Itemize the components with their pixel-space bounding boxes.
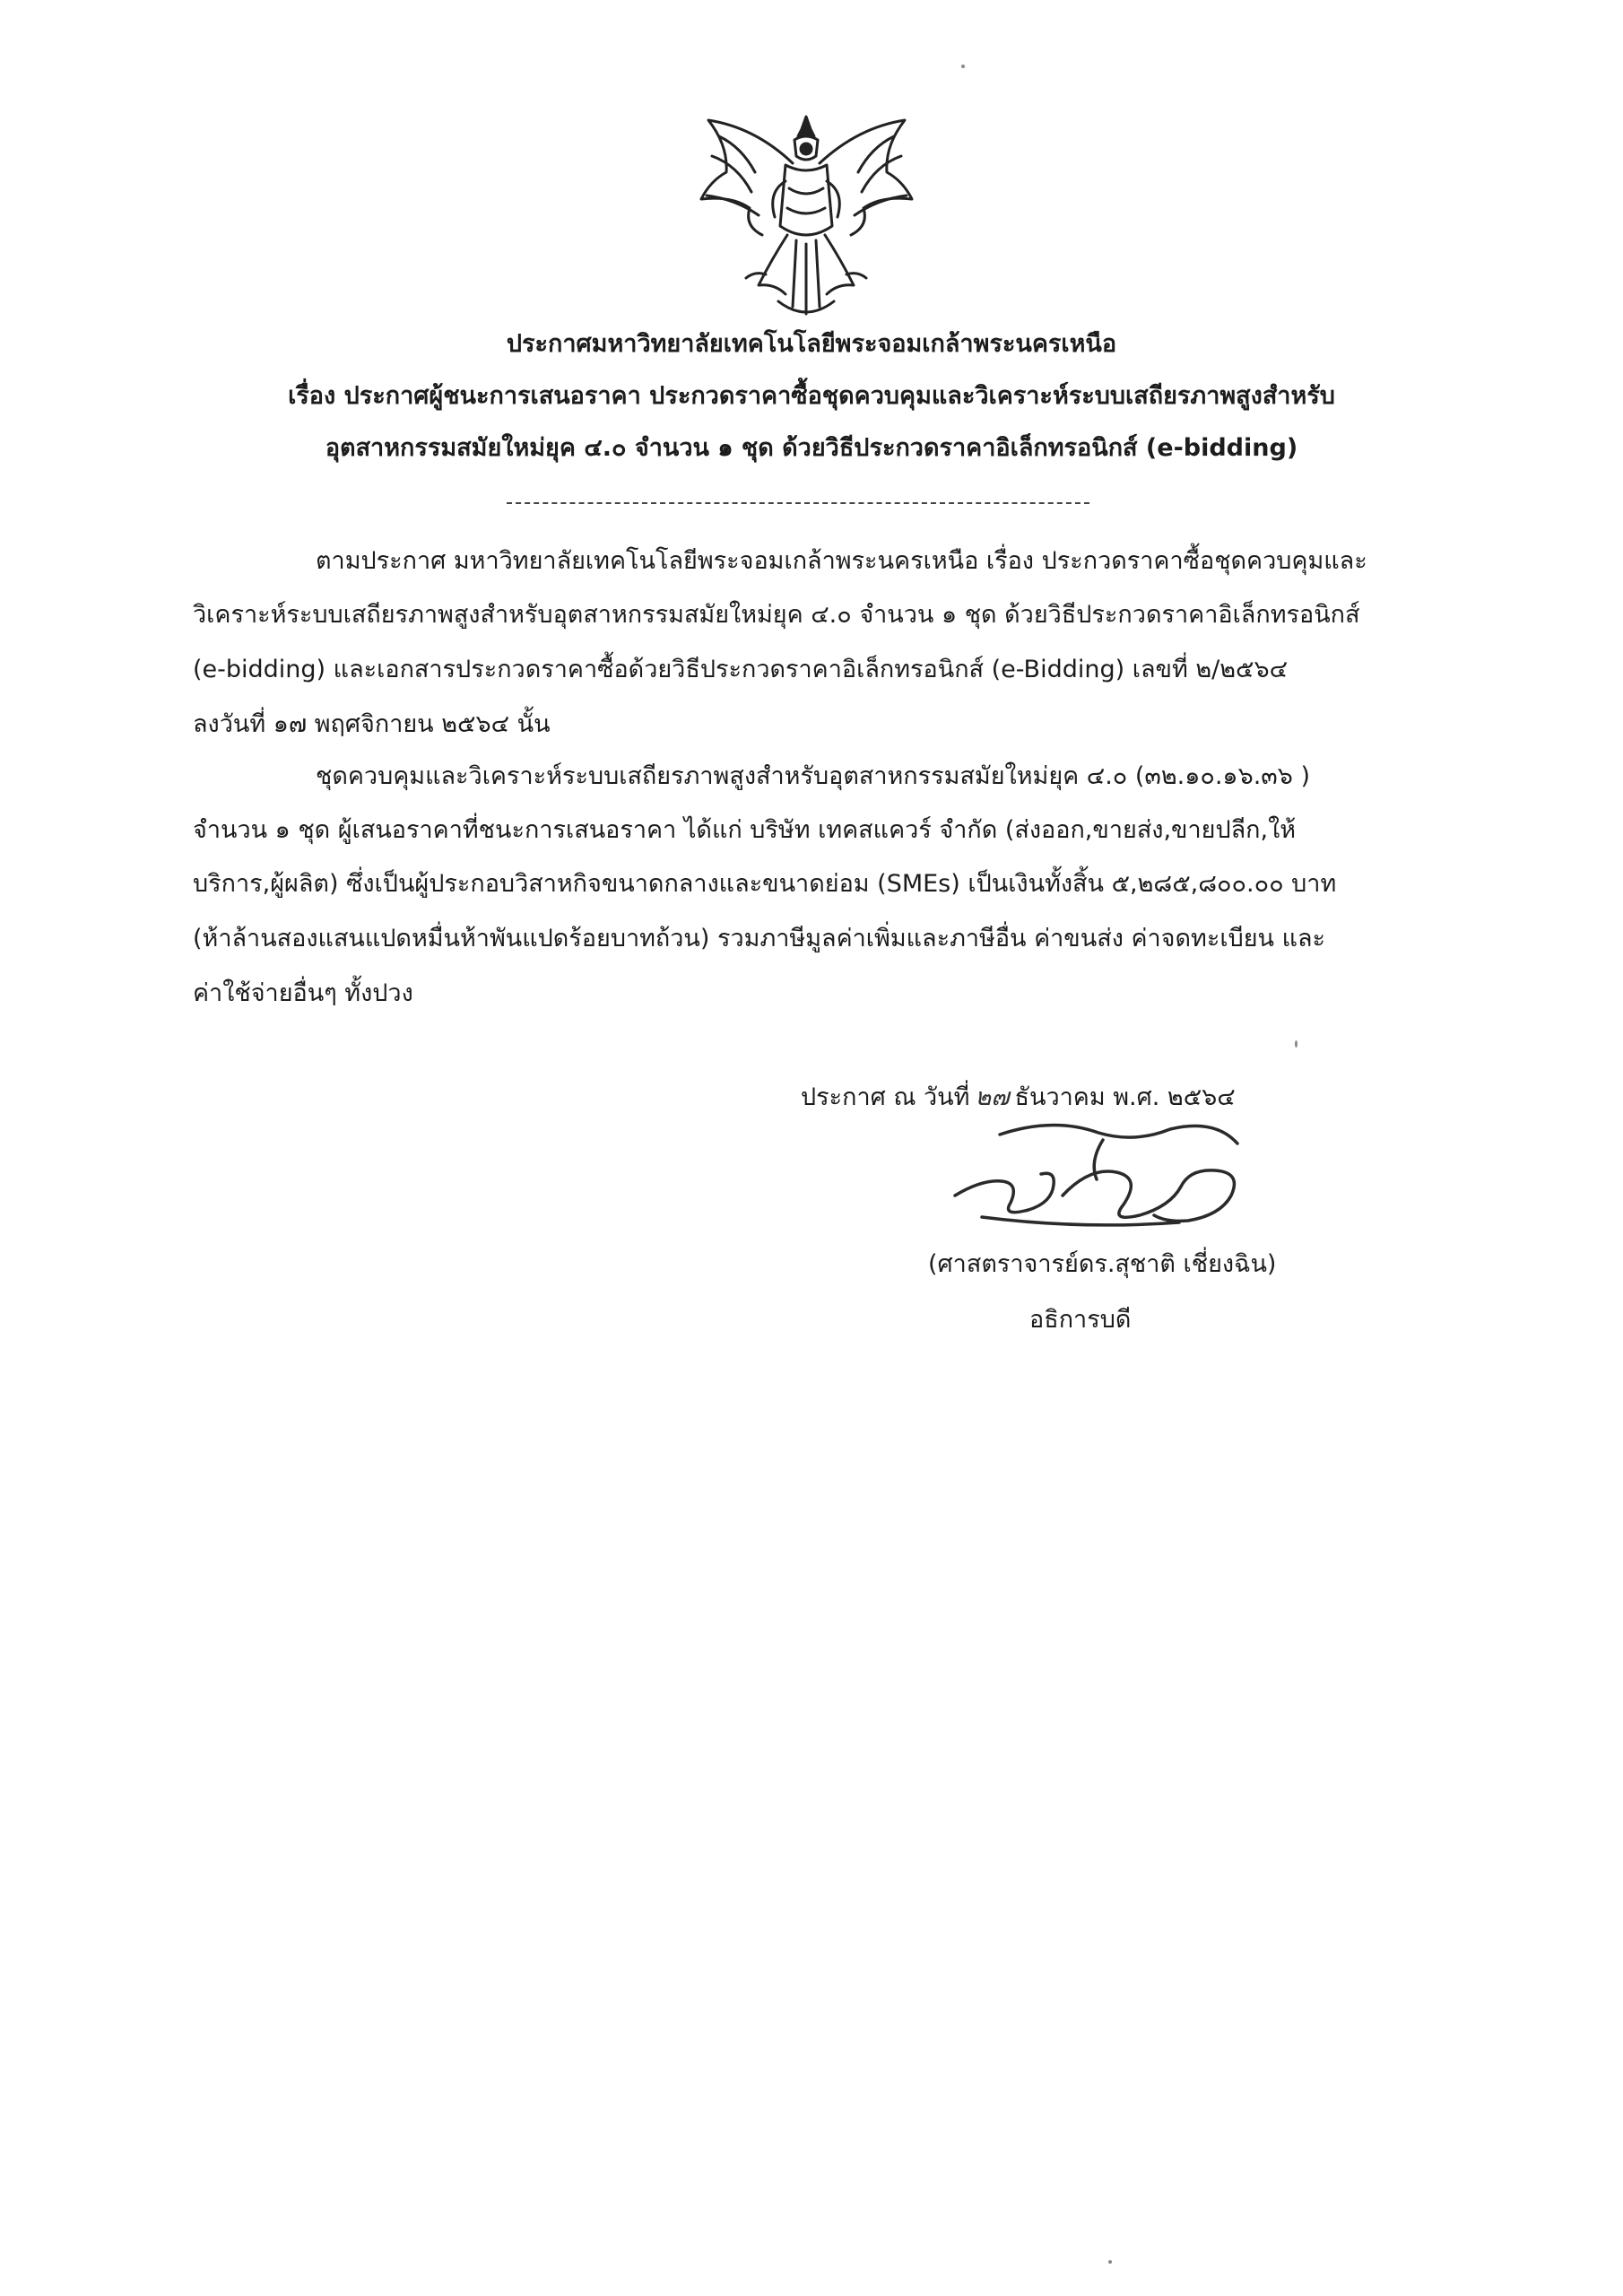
body-paragraph-1-line-2: วิเคราะห์ระบบเสถียรภาพสูงสำหรับอุตสาหกรรมสมัยใหม่ยุค ๔.๐ จำนวน ๑ ชุด ด้วยวิธีประกวดราคาอิเล็กทรอนิกส์ (193, 601, 1360, 629)
garuda-emblem-icon (692, 109, 921, 325)
scan-speck (1295, 1040, 1298, 1048)
body-paragraph-2-line-4: (ห้าล้านสองแสนแปดหมื่นห้าพันแปดร้อยบาทถ้วน) รวมภาษีมูลค่าเพิ่มและภาษีอื่น ค่าขนส่ง ค่าจดทะเบียน และ (193, 925, 1326, 952)
handwritten-signature-icon (946, 1117, 1269, 1233)
body-paragraph-2-line-3: บริการ,ผู้ผลิต) ซึ่งเป็นผู้ประกอบวิสาหกิจขนาดกลางและขนาดย่อม (SMEs) เป็นเงินทั้งสิ้น ๕,๒๘๕,๘๐๐.๐๐ บาท (193, 870, 1337, 898)
body-paragraph-2-line-1: ชุดควบคุมและวิเคราะห์ระบบเสถียรภาพสูงสำหรับอุตสาหกรรมสมัยใหม่ยุค ๔.๐ (๓๒.๑๐.๑๖.๓๖ ) (316, 762, 1311, 790)
document-subject-line-2: อุตสาหกรรมสมัยใหม่ยุค ๔.๐ จำนวน ๑ ชุด ด้วยวิธีประกวดราคาอิเล็กทรอนิกส์ (e-bidding) (325, 434, 1298, 462)
date-suffix: ธันวาคม พ.ศ. ๒๕๖๔ (1014, 1083, 1236, 1111)
body-paragraph-1-line-4: ลงวันที่ ๑๗ พฤศจิกายน ๒๕๖๔ นั้น (193, 710, 551, 738)
body-paragraph-1-line-1: ตามประกาศ มหาวิทยาลัยเทคโนโลยีพระจอมเกล้าพระนครเหนือ เรื่อง ประกวดราคาซื้อชุดควบคุมและ (316, 547, 1367, 575)
announcement-date (801, 1085, 1236, 1109)
scan-speck (961, 65, 965, 68)
signatory-position: อธิการบดี (1029, 1306, 1132, 1334)
signatory-name: (ศาสตราจารย์ดร.สุชาติ เชี่ยงฉิน) (928, 1250, 1277, 1278)
dashed-divider (507, 502, 1089, 504)
scan-speck (1108, 2260, 1112, 2264)
document-subject-line-1: เรื่อง ประกาศผู้ชนะการเสนอราคา ประกวดราคาซื้อชุดควบคุมและวิเคราะห์ระบบเสถียรภาพสูงสำหรับ (288, 382, 1335, 410)
body-paragraph-1-line-3: (e-bidding) และเอกสารประกวดราคาซื้อด้วยวิธีประกวดราคาอิเล็กทรอนิกส์ (e-Bidding) เลขที่ ๒/๒๕๖๔ (193, 656, 1289, 683)
body-paragraph-2-line-2: จำนวน ๑ ชุด ผู้เสนอราคาที่ชนะการเสนอราคา ได้แก่ บริษัท เทคสแควร์ จำกัด (ส่งออก,ขายส่ง,ขายปลีก,ให้ (193, 816, 1297, 844)
document-title: ประกาศมหาวิทยาลัยเทคโนโลยีพระจอมเกล้าพระนครเหนือ (506, 330, 1117, 358)
date-prefix: ประกาศ ณ วันที่ (801, 1083, 970, 1111)
body-paragraph-2-line-5: ค่าใช้จ่ายอื่นๆ ทั้งปวง (193, 979, 413, 1007)
date-day-handwritten: ๒๗ (975, 1083, 1010, 1111)
